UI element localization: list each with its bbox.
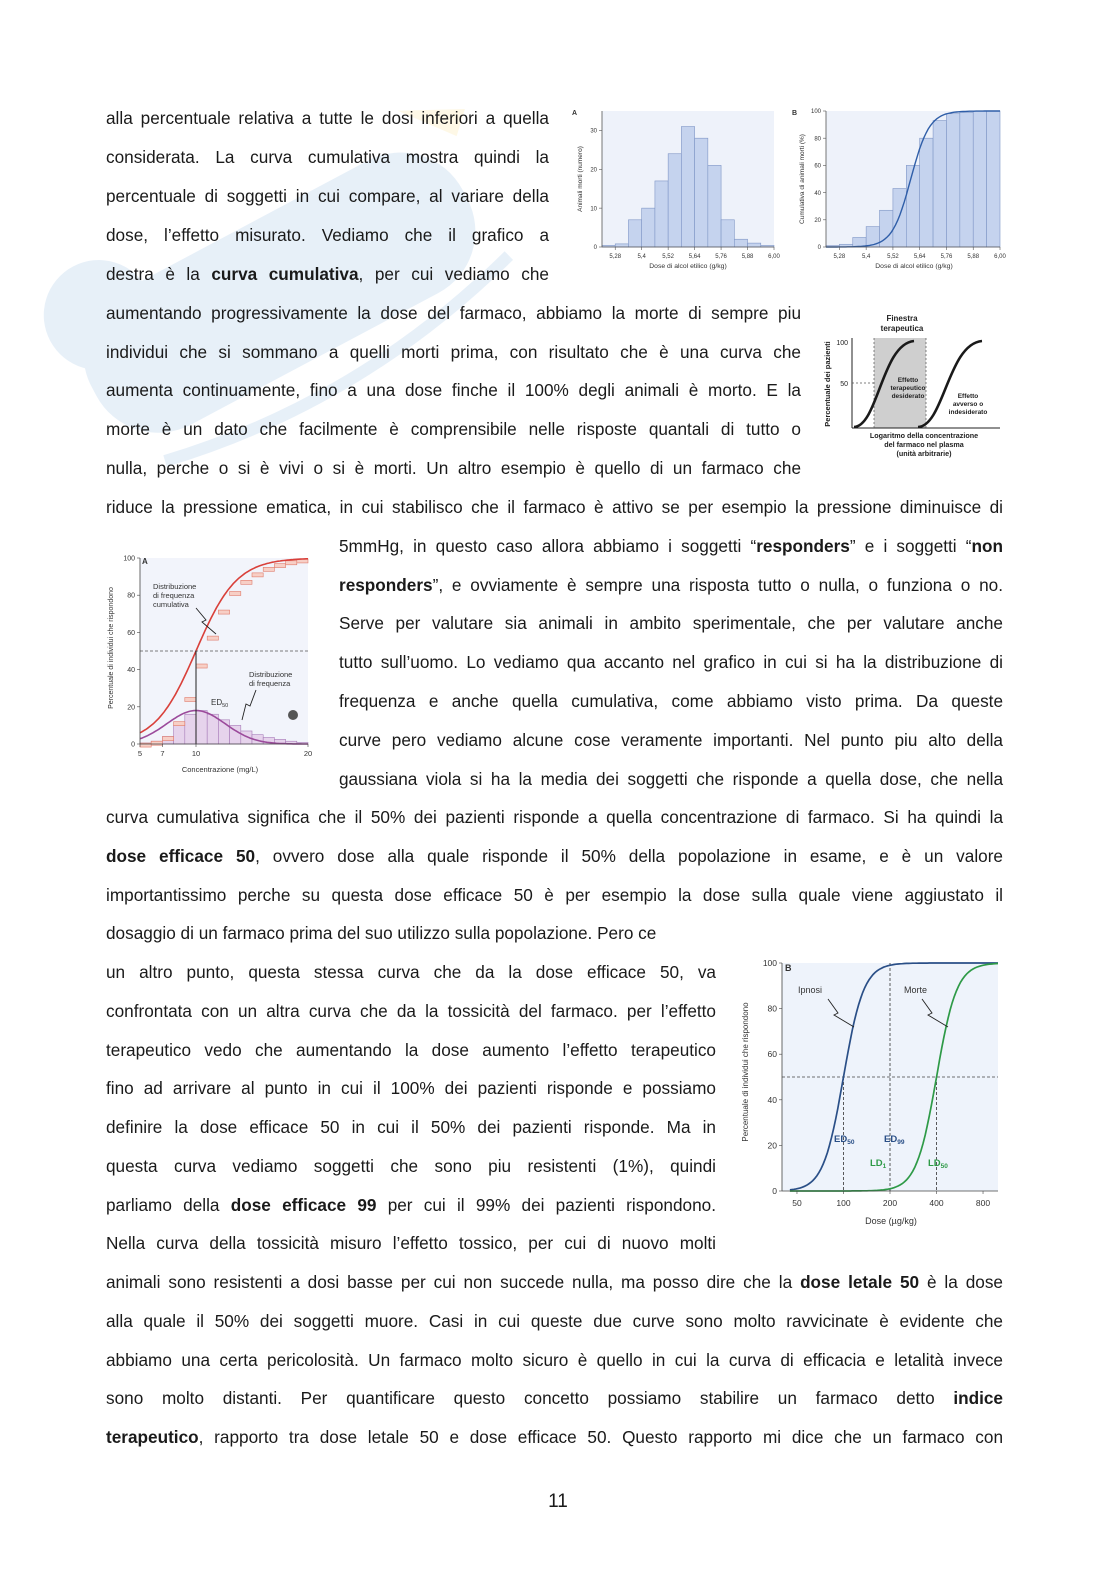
y-axis-label: Animali morti (numero) xyxy=(577,146,584,212)
x-tick-label: 200 xyxy=(882,1198,898,1208)
text-run: gaussiana viola si ha la media dei soggetti che risponde a quella dose, che nella xyxy=(339,769,1003,789)
text-line xyxy=(106,497,1003,517)
adverse-label-2: avverso o xyxy=(952,401,984,408)
histogram-bar xyxy=(721,220,734,247)
y-tick-label: 100 xyxy=(123,555,135,563)
y-axis-label: Percentuale dei pazienti xyxy=(823,341,832,427)
y-tick-label: 20 xyxy=(767,1140,777,1151)
text-run: Serve per valutare sia animali in ambito sperimentale, che per valutare anche xyxy=(339,613,1003,633)
cumulative-step xyxy=(196,664,207,668)
text-run: dose, l’effetto misurato. Vediamo che il grafico a xyxy=(106,225,549,245)
x-tick-label: 5,28 xyxy=(833,254,846,260)
text-run: importantissimo perche su questa dose efficace 50 è per esempio la dose sulla quale viene aggiustato il xyxy=(106,885,1003,905)
histogram-bar xyxy=(628,220,641,247)
x-tick-label: 5,64 xyxy=(688,254,701,260)
cumulative-label: Distribuzione xyxy=(153,582,197,591)
histogram-bar xyxy=(708,165,721,247)
desired-label-2: terapeutico xyxy=(890,385,926,392)
panel-label: A xyxy=(142,557,148,566)
histogram-bar xyxy=(748,243,761,247)
text-line xyxy=(106,186,549,206)
text-run: fino ad arrivare al punto in cui il 100% dei pazienti risponde e possiamo xyxy=(106,1078,716,1098)
y-axis-label: Percentuale di individui che rispondono xyxy=(741,1002,750,1142)
text-run: destra è la xyxy=(106,264,212,284)
histogram-bar xyxy=(734,239,747,247)
text-run: 5mmHg, in questo caso allora abbiamo i soggetti “ xyxy=(339,536,757,556)
histogram-bar xyxy=(933,121,946,247)
text-line xyxy=(106,108,549,128)
y-tick-label: 80 xyxy=(127,592,135,600)
cumulative-step xyxy=(252,573,263,577)
text-run: percentuale di soggetti in cui compare, al variare della xyxy=(106,186,549,206)
y-tick-label: 40 xyxy=(127,667,135,675)
x-axis-label: Logaritmo della concentrazione xyxy=(869,431,979,440)
text-line xyxy=(339,575,1003,595)
y-axis-label: Cumulativa di animali morti (%) xyxy=(799,134,806,224)
y-tick-label: 0 xyxy=(593,245,597,252)
histogram-bar xyxy=(920,138,933,247)
y-tick-label: 0 xyxy=(772,1186,777,1196)
text-line xyxy=(106,962,716,982)
text-line xyxy=(106,342,801,362)
decorative-dot xyxy=(288,710,298,720)
bold-term: responders xyxy=(756,536,850,556)
x-tick-label: 7 xyxy=(160,749,165,758)
cumulative-step xyxy=(286,561,297,565)
y-tick-label: 10 xyxy=(590,206,597,213)
frequency-bar xyxy=(174,725,185,744)
text-line xyxy=(106,1078,716,1098)
text-line xyxy=(106,1001,716,1021)
text-run: ” e i soggetti “ xyxy=(849,536,972,556)
frequency-label: Distribuzione xyxy=(249,670,293,679)
text-run: è la dose xyxy=(919,1272,1003,1292)
cumulative-step xyxy=(263,567,274,571)
text-run: alla percentuale relativa a tutte le dosi inferiori a quella xyxy=(106,108,549,128)
cumulative-step xyxy=(162,737,173,741)
y-tick-label: 60 xyxy=(814,163,821,170)
x-axis-label-2: del farmaco nel plasma xyxy=(884,440,964,449)
text-line xyxy=(106,807,1003,827)
text-run: individui che si sommano a quelli morti prima, con risultato che è una curva che xyxy=(106,342,801,362)
text-line xyxy=(106,1195,716,1215)
text-line xyxy=(106,147,549,167)
x-tick-label: 800 xyxy=(975,1198,991,1208)
text-run: nulla, perche o si è vivi o si è morti. Un altro esempio è quello di un farmaco che xyxy=(106,458,801,478)
text-line xyxy=(106,1350,1003,1370)
figure-therapeutic-window xyxy=(818,310,1008,465)
text-line xyxy=(339,691,1003,711)
x-axis-label-3: (unità arbitrarie) xyxy=(896,449,952,458)
x-tick-label: 5,64 xyxy=(913,254,926,260)
text-run: questa curva vediamo soggetti che sono piu resistenti (1%), quindi xyxy=(106,1156,716,1176)
x-tick-label: 10 xyxy=(191,749,201,758)
text-run: frequenza e anche quella cumulativa, come abbiamo visto prima. Da queste xyxy=(339,691,1003,711)
histogram-bar xyxy=(960,112,973,247)
text-run: , ovvero dose alla quale risponde il 50% della popolazione in esame, e è un valore xyxy=(255,846,1003,866)
text-run: definire la dose efficace 50 in cui il 50% dei pazienti risponde. Ma in xyxy=(106,1117,716,1137)
text-line xyxy=(106,846,1003,866)
text-line xyxy=(106,1272,1003,1292)
text-run: confrontata con un altra curva che da la tossicità del farmaco. per l’effetto xyxy=(106,1001,716,1021)
bold-term: terapeutico xyxy=(106,1427,199,1447)
desired-label-3: desiderato xyxy=(891,393,925,400)
y-tick-label: 0 xyxy=(131,741,135,749)
histogram-bar xyxy=(906,165,919,247)
y-tick-label: 0 xyxy=(817,245,821,252)
panel-label: B xyxy=(785,963,792,973)
cumulative-step xyxy=(185,698,196,702)
text-line xyxy=(106,264,549,284)
y-axis-label: Percentuale di individui che rispondono xyxy=(108,587,115,709)
text-run: tutto sull’uomo. Lo vediamo qua accanto nel grafico in cui si ha la distribuzione di xyxy=(339,652,1003,672)
x-tick-label: 6,00 xyxy=(994,254,1006,260)
y-tick-label: 30 xyxy=(590,128,597,135)
text-line xyxy=(106,1311,1003,1331)
y-tick-label: 40 xyxy=(767,1094,777,1105)
x-tick-label: 5,76 xyxy=(715,254,727,260)
x-tick-label: 5 xyxy=(137,749,143,758)
y-tick-label: 40 xyxy=(814,190,821,197)
y-tick-label: 80 xyxy=(814,136,821,143)
y-tick-label: 100 xyxy=(762,958,777,968)
x-tick-label: 5,28 xyxy=(609,254,622,260)
text-line xyxy=(106,1117,716,1137)
ed50-label: $ED_{50}$ xyxy=(834,1134,855,1146)
histogram-bar xyxy=(615,244,628,247)
x-axis-label: Dose (µg/kg) xyxy=(865,1216,917,1226)
y-tick-label: 20 xyxy=(127,704,135,712)
adverse-label-3: indesiderato xyxy=(948,409,988,416)
text-run: un altro punto, questa stessa curva che da la dose efficace 50, va xyxy=(106,962,716,982)
text-line xyxy=(339,730,1003,750)
histogram-bar xyxy=(973,111,986,247)
histogram-bar xyxy=(893,189,906,247)
text-run: Nella curva della tossicità misuro l’effetto tossico, per cui di nuovo molti xyxy=(106,1233,716,1253)
y-tick-label: 60 xyxy=(127,629,135,637)
text-line xyxy=(339,652,1003,672)
figure-cumulative-alcohol xyxy=(790,105,1006,275)
text-run: , rapporto tra dose letale 50 e dose efficace 50. Questo rapporto mi dice che un farmaco con xyxy=(198,1427,1003,1447)
text-line xyxy=(106,380,801,400)
x-axis-label: Dose di alcol etilico (g/kg) xyxy=(875,263,953,270)
x-tick-label: 6,00 xyxy=(768,254,780,260)
cumulative-step xyxy=(207,636,218,640)
panel-label: B xyxy=(792,110,798,117)
histogram-bar xyxy=(681,127,694,247)
x-tick-label: 400 xyxy=(929,1198,944,1208)
histogram-bar xyxy=(987,111,1000,247)
text-run: considerata. La curva cumulativa mostra quindi la xyxy=(106,147,549,167)
y-tick-label: 20 xyxy=(590,167,597,174)
x-tick-label: 50 xyxy=(792,1198,802,1208)
cumulative-step xyxy=(218,610,229,614)
y-tick-label: 80 xyxy=(767,1003,777,1014)
hypnosis-label: Ipnosi xyxy=(798,985,823,995)
cumulative-step xyxy=(174,722,185,726)
bold-term: curva cumulativa xyxy=(211,264,359,284)
text-run: sono molto distanti. Per quantificare questo concetto possiamo stabilire un farmaco detto xyxy=(106,1388,954,1408)
x-axis-label: Concentrazione (mg/L) xyxy=(181,765,259,774)
x-tick-label: 5,52 xyxy=(662,254,674,260)
window-title: Finestra xyxy=(886,314,918,323)
text-line xyxy=(339,769,1003,789)
text-run: curve pero vediamo alcune cose veramente importanti. Nel punto piu alto della xyxy=(339,730,1003,750)
text-line xyxy=(106,1156,716,1176)
frequency-bar xyxy=(196,711,207,744)
bold-term: dose letale 50 xyxy=(800,1272,920,1292)
text-line xyxy=(339,536,1003,556)
cumulative-label-3: cumulativa xyxy=(153,600,189,609)
bold-term: responders xyxy=(339,575,433,595)
text-run: terapeutico vedo che aumentando la dose aumento l’effetto terapeutico xyxy=(106,1040,716,1060)
cumulative-step xyxy=(241,580,252,584)
window-title-2: terapeutica xyxy=(880,324,924,333)
y-tick-50: 50 xyxy=(840,381,848,388)
bold-term: indice xyxy=(953,1388,1003,1408)
text-run: aumenta continuamente, fino a una dose finche il 100% degli animali è morto. E la xyxy=(106,380,801,400)
text-run: riduce la pressione ematica, in cui stabilisco che il farmaco è attivo se per esempio la pressione diminuisce di xyxy=(106,497,1003,517)
text-line xyxy=(339,613,1003,633)
bold-term: dose efficace 50 xyxy=(106,846,256,866)
text-run: per cui il 99% dei pazienti rispondono. xyxy=(376,1195,716,1215)
text-run: dosaggio di un farmaco prima del suo utilizzo sulla popolazione. Pero ce xyxy=(106,923,657,943)
x-tick-label: 20 xyxy=(303,749,313,758)
x-tick-label: 5,88 xyxy=(741,254,754,260)
figure-histogram-alcohol xyxy=(566,105,780,275)
text-line xyxy=(106,885,1003,905)
x-tick-label: 5,88 xyxy=(967,254,980,260)
text-line xyxy=(106,419,801,439)
text-run: parliamo della xyxy=(106,1195,231,1215)
histogram-bar xyxy=(695,138,708,247)
ed99-label: $ED_{99}$ xyxy=(884,1134,905,1146)
histogram-bar xyxy=(668,154,681,247)
histogram-bar xyxy=(655,181,668,247)
x-tick-label: 5,4 xyxy=(861,254,871,260)
text-line xyxy=(106,1427,1003,1447)
histogram-bar xyxy=(946,114,959,247)
text-run: aumentando progressivamente la dose del farmaco, abbiamo la morte di sempre piu xyxy=(106,303,801,323)
death-label: Morte xyxy=(904,985,928,995)
x-tick-label: 5,4 xyxy=(637,254,646,260)
cumulative-label-2: di frequenza xyxy=(153,591,195,600)
text-run: animali sono resistenti a dosi basse per cui non succede nulla, ma posso dire che la xyxy=(106,1272,801,1292)
ld50-label: $LD_{50}$ xyxy=(928,1158,948,1170)
text-run: ”, e ovviamente è sempre una risposta tutto o nulla, o funziona o no. xyxy=(432,575,1003,595)
x-tick-label: 5,52 xyxy=(887,254,899,260)
text-line xyxy=(106,458,801,478)
y-tick-100: 100 xyxy=(836,340,848,347)
text-line xyxy=(106,303,801,323)
cumulative-step xyxy=(230,591,241,595)
desired-label: Effetto xyxy=(897,377,919,384)
cumulative-step xyxy=(274,564,285,568)
text-run: , per cui vediamo che xyxy=(358,264,549,284)
ed50-label: $ED_{50}$ xyxy=(211,698,229,709)
text-line xyxy=(106,1388,1003,1408)
text-run: curva cumulativa significa che il 50% dei pazienti risponde a quella concentrazione di farmaco. Si ha quindi la xyxy=(106,807,1003,827)
cumulative-step xyxy=(151,741,162,745)
adverse-label: Effetto xyxy=(957,393,979,400)
bold-term: dose efficace 99 xyxy=(230,1195,377,1215)
text-line xyxy=(106,923,720,943)
figure-ed-ld-curves xyxy=(736,955,1008,1235)
y-tick-label: 60 xyxy=(767,1049,777,1060)
page-number: 11 xyxy=(548,1491,568,1512)
panel-label: A xyxy=(572,110,578,117)
ld1-label: $LD_1$ xyxy=(870,1158,887,1170)
text-line xyxy=(106,1233,716,1253)
x-tick-label: 5,76 xyxy=(940,254,953,260)
text-run: abbiamo una certa pericolosità. Un farmaco molto sicuro è quello in cui la curva di efficacia e letalità invece xyxy=(106,1350,1003,1370)
y-tick-label: 20 xyxy=(814,218,821,224)
text-run: morte è un dato che facilmente è comprensibile nelle risposte quantali di tutto o xyxy=(106,419,801,439)
x-axis-label: Dose di alcol etilico (g/kg) xyxy=(649,263,727,270)
text-run: alla quale il 50% dei soggetti muore. Casi in cui queste due curve sono molto ravvicinate è evidente che xyxy=(106,1311,1003,1331)
text-line xyxy=(106,1040,716,1060)
y-tick-label: 100 xyxy=(810,109,821,116)
frequency-label-2: di frequenza xyxy=(249,679,291,688)
frequency-bar xyxy=(185,714,196,744)
figure-frequency-distribution xyxy=(104,548,316,780)
text-line xyxy=(106,225,549,245)
bold-term: non xyxy=(971,536,1004,556)
histogram-bar xyxy=(642,208,655,247)
x-tick-label: 100 xyxy=(836,1198,851,1208)
